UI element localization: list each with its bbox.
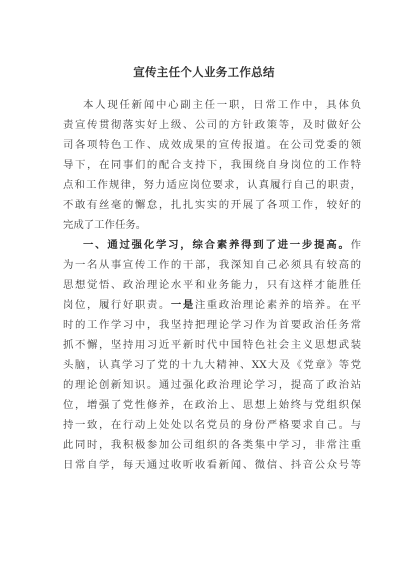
document-title: 宣传主任个人业务工作总结 bbox=[133, 65, 275, 79]
paragraph-line: 司各项特色工作、成效成果的宣传报道。在公司党委的领 bbox=[63, 139, 361, 151]
paragraph-text: 注重政治理论素养的培养。在平 bbox=[194, 299, 361, 311]
paragraph-line: 责宣传贯彻落实好上级、公司的方针政策等，及时做好公 bbox=[63, 119, 361, 131]
paragraph-line bbox=[63, 295, 361, 315]
paragraph-line: 思想觉悟、政治理论水平和业务能力，只有这样才能胜任 bbox=[63, 279, 361, 291]
paragraph-line: 抓不懈，坚持用习近平新时代中国特色社会主义思想武装 bbox=[63, 339, 361, 351]
section-heading-line bbox=[63, 235, 361, 255]
paragraph-line: 本人现任新闻中心副主任一职，日常工作中，具体负 bbox=[83, 99, 361, 111]
paragraph-line: 日常自学，每天通过收听收看新闻、微信、抖音公众号等 bbox=[63, 459, 361, 471]
paragraph-line: 时的工作学习中，我坚持把理论学习作为首要政治任务常 bbox=[63, 319, 361, 331]
paragraph-line: 为一名从事宣传工作的干部，我深知自己必须具有较高的 bbox=[63, 259, 361, 271]
point-marker: 一是 bbox=[170, 299, 195, 311]
paragraph-line: 的理论创新知识。通过强化政治理论学习，提高了政治站 bbox=[63, 379, 361, 391]
paragraph-line: 持一致，在行动上处处以名党员的身份严格要求自己。与 bbox=[63, 419, 361, 431]
paragraph-line: 点和工作规律，努力适应岗位要求，认真履行自己的职责， bbox=[63, 179, 361, 191]
paragraph-line: 导下，在同事们的配合支持下，我围绕自身岗位的工作特 bbox=[63, 159, 361, 171]
paragraph-line: 此同时，我积极参加公司组织的各类集中学习，非常注重 bbox=[63, 439, 361, 451]
paragraph-line: 位，增强了党性修养，在政治上、思想上始终与党组织保 bbox=[63, 399, 361, 411]
paragraph-line: 头脑，认真学习了党的十九大精神、XX大及《党章》等党 bbox=[63, 359, 361, 371]
paragraph-text: 岗位，履行好职责。 bbox=[63, 299, 171, 311]
document-body bbox=[63, 95, 361, 475]
section-heading: 一、通过强化学习，综合素养得到了进一步提高。 bbox=[83, 239, 351, 251]
paragraph-line: 完成了工作任务。 bbox=[63, 219, 147, 231]
paragraph-line: 不敢有丝毫的懈怠，扎扎实实的开展了各项工作，较好的 bbox=[63, 199, 361, 211]
section-heading-tail: 作 bbox=[350, 239, 361, 251]
